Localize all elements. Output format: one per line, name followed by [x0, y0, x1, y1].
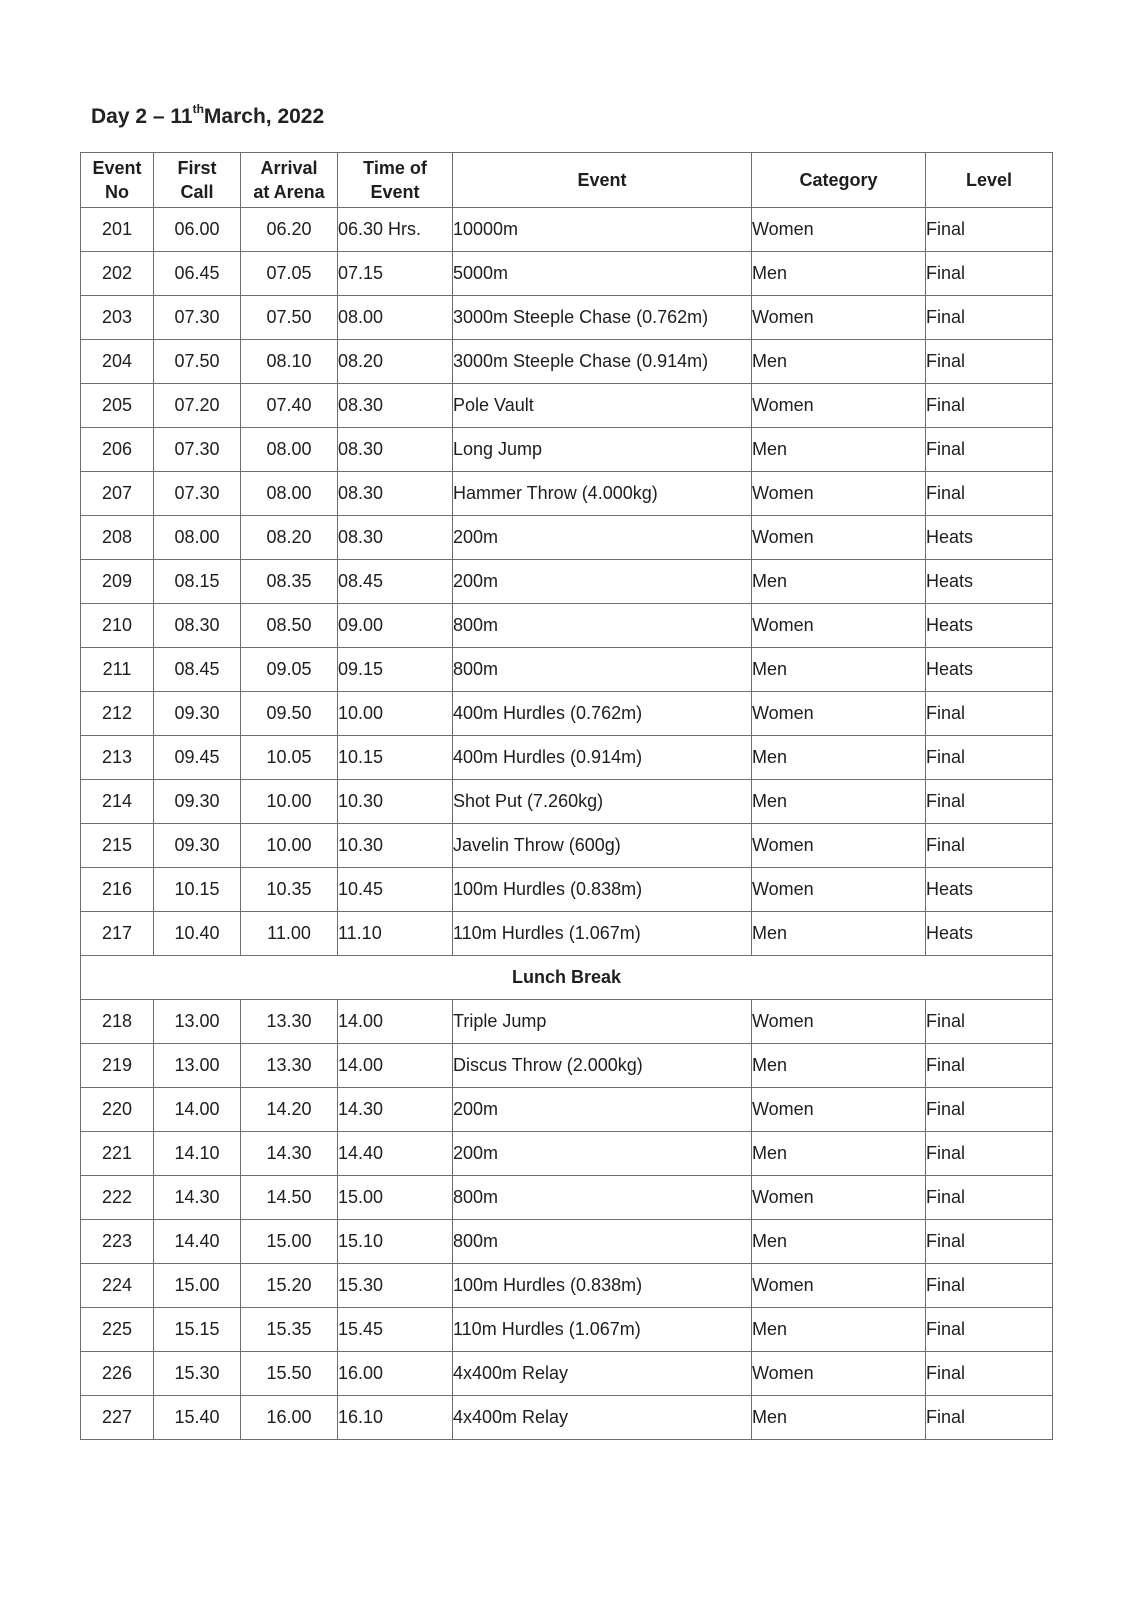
table-row: [81, 428, 1053, 472]
cell-event-no: 211: [81, 648, 154, 692]
cell-time: 08.00: [338, 296, 453, 340]
cell-arrival: 09.05: [241, 648, 338, 692]
cell-event-no: 205: [81, 384, 154, 428]
cell-category: Men: [752, 1220, 926, 1264]
cell-event-no: 204: [81, 340, 154, 384]
cell-first-call: 09.45: [154, 736, 241, 780]
table-row: [81, 1176, 1053, 1220]
cell-time: 10.30: [338, 824, 453, 868]
header-event-no: Event No: [81, 153, 154, 208]
cell-time: 15.30: [338, 1264, 453, 1308]
cell-arrival: 16.00: [241, 1396, 338, 1440]
cell-event-no: 213: [81, 736, 154, 780]
table-row: [81, 296, 1053, 340]
cell-level: Final: [926, 208, 1053, 252]
cell-event: 200m: [453, 1088, 752, 1132]
cell-first-call: 06.00: [154, 208, 241, 252]
header-event: Event: [453, 153, 752, 208]
cell-category: Men: [752, 560, 926, 604]
cell-event: 5000m: [453, 252, 752, 296]
cell-arrival: 07.50: [241, 296, 338, 340]
title-superscript: th: [192, 102, 204, 116]
cell-level: Final: [926, 1176, 1053, 1220]
table-row: [81, 1308, 1053, 1352]
cell-event-no: 206: [81, 428, 154, 472]
cell-level: Final: [926, 1000, 1053, 1044]
cell-event: 800m: [453, 1220, 752, 1264]
table-row: [81, 1220, 1053, 1264]
cell-category: Men: [752, 648, 926, 692]
cell-arrival: 13.30: [241, 1000, 338, 1044]
cell-event: Pole Vault: [453, 384, 752, 428]
cell-event-no: 212: [81, 692, 154, 736]
cell-time: 08.45: [338, 560, 453, 604]
cell-first-call: 14.10: [154, 1132, 241, 1176]
cell-time: 08.30: [338, 384, 453, 428]
cell-category: Women: [752, 692, 926, 736]
cell-first-call: 08.00: [154, 516, 241, 560]
cell-first-call: 07.30: [154, 296, 241, 340]
cell-arrival: 08.00: [241, 428, 338, 472]
cell-event-no: 208: [81, 516, 154, 560]
table-row: [81, 384, 1053, 428]
cell-category: Men: [752, 428, 926, 472]
cell-category: Men: [752, 912, 926, 956]
cell-arrival: 10.00: [241, 780, 338, 824]
cell-category: Women: [752, 824, 926, 868]
cell-category: Women: [752, 472, 926, 516]
cell-event-no: 221: [81, 1132, 154, 1176]
table-row: [81, 824, 1053, 868]
cell-first-call: 14.30: [154, 1176, 241, 1220]
cell-first-call: 06.45: [154, 252, 241, 296]
cell-time: 16.00: [338, 1352, 453, 1396]
cell-event: 200m: [453, 560, 752, 604]
cell-first-call: 15.30: [154, 1352, 241, 1396]
cell-time: 10.15: [338, 736, 453, 780]
cell-arrival: 07.05: [241, 252, 338, 296]
table-row: [81, 648, 1053, 692]
table-row: [81, 472, 1053, 516]
cell-category: Women: [752, 296, 926, 340]
cell-arrival: 07.40: [241, 384, 338, 428]
cell-level: Final: [926, 296, 1053, 340]
cell-arrival: 08.10: [241, 340, 338, 384]
cell-arrival: 14.20: [241, 1088, 338, 1132]
cell-level: Heats: [926, 648, 1053, 692]
cell-category: Women: [752, 1088, 926, 1132]
header-first-call: First Call: [154, 153, 241, 208]
cell-level: Final: [926, 428, 1053, 472]
header-row: [81, 153, 1053, 208]
cell-first-call: 08.15: [154, 560, 241, 604]
cell-arrival: 08.00: [241, 472, 338, 516]
table-row: [81, 912, 1053, 956]
cell-event: Shot Put (7.260kg): [453, 780, 752, 824]
header-arrival: Arrival at Arena: [241, 153, 338, 208]
cell-event: 200m: [453, 1132, 752, 1176]
cell-event: 3000m Steeple Chase (0.762m): [453, 296, 752, 340]
cell-level: Final: [926, 824, 1053, 868]
title-prefix: Day 2 – 11: [91, 105, 193, 128]
cell-event: 200m: [453, 516, 752, 560]
cell-first-call: 07.20: [154, 384, 241, 428]
cell-event-no: 226: [81, 1352, 154, 1396]
table-row: [81, 560, 1053, 604]
cell-level: Heats: [926, 516, 1053, 560]
cell-arrival: 13.30: [241, 1044, 338, 1088]
cell-category: Women: [752, 604, 926, 648]
cell-first-call: 09.30: [154, 780, 241, 824]
cell-level: Final: [926, 340, 1053, 384]
cell-arrival: 15.35: [241, 1308, 338, 1352]
cell-arrival: 15.50: [241, 1352, 338, 1396]
cell-event-no: 215: [81, 824, 154, 868]
cell-event: Discus Throw (2.000kg): [453, 1044, 752, 1088]
table-row: [81, 1352, 1053, 1396]
header-category: Category: [752, 153, 926, 208]
cell-event-no: 207: [81, 472, 154, 516]
cell-first-call: 08.30: [154, 604, 241, 648]
cell-event-no: 214: [81, 780, 154, 824]
cell-category: Men: [752, 780, 926, 824]
cell-arrival: 14.30: [241, 1132, 338, 1176]
cell-event: 800m: [453, 604, 752, 648]
cell-time: 08.20: [338, 340, 453, 384]
cell-event-no: 209: [81, 560, 154, 604]
cell-time: 10.30: [338, 780, 453, 824]
cell-event: 110m Hurdles (1.067m): [453, 912, 752, 956]
cell-category: Women: [752, 868, 926, 912]
cell-arrival: 08.50: [241, 604, 338, 648]
cell-event-no: 220: [81, 1088, 154, 1132]
table-row: [81, 1396, 1053, 1440]
cell-level: Final: [926, 384, 1053, 428]
cell-event-no: 217: [81, 912, 154, 956]
cell-event-no: 216: [81, 868, 154, 912]
table-row: [81, 1264, 1053, 1308]
cell-time: 15.10: [338, 1220, 453, 1264]
cell-level: Final: [926, 1132, 1053, 1176]
cell-event-no: 219: [81, 1044, 154, 1088]
cell-arrival: 08.20: [241, 516, 338, 560]
cell-time: 14.30: [338, 1088, 453, 1132]
cell-level: Final: [926, 692, 1053, 736]
table-row: [81, 604, 1053, 648]
cell-level: Final: [926, 1088, 1053, 1132]
cell-first-call: 08.45: [154, 648, 241, 692]
cell-time: 08.30: [338, 472, 453, 516]
cell-category: Men: [752, 736, 926, 780]
cell-first-call: 09.30: [154, 692, 241, 736]
cell-arrival: 15.20: [241, 1264, 338, 1308]
table-row: [81, 692, 1053, 736]
cell-event-no: 201: [81, 208, 154, 252]
cell-event: 800m: [453, 648, 752, 692]
cell-arrival: 11.00: [241, 912, 338, 956]
cell-category: Women: [752, 1000, 926, 1044]
cell-category: Women: [752, 384, 926, 428]
page-title: [91, 104, 324, 129]
cell-first-call: 09.30: [154, 824, 241, 868]
lunch-break-label: Lunch Break: [81, 956, 1053, 1000]
cell-level: Final: [926, 736, 1053, 780]
cell-time: 09.00: [338, 604, 453, 648]
table-row: [81, 208, 1053, 252]
table-row: [81, 516, 1053, 560]
table-row: [81, 1132, 1053, 1176]
table-row: [81, 780, 1053, 824]
cell-level: Final: [926, 780, 1053, 824]
cell-time: 14.00: [338, 1000, 453, 1044]
cell-event-no: 223: [81, 1220, 154, 1264]
cell-event: 400m Hurdles (0.762m): [453, 692, 752, 736]
cell-time: 11.10: [338, 912, 453, 956]
cell-level: Final: [926, 252, 1053, 296]
cell-event: 10000m: [453, 208, 752, 252]
cell-event: 3000m Steeple Chase (0.914m): [453, 340, 752, 384]
cell-time: 15.00: [338, 1176, 453, 1220]
cell-arrival: 10.05: [241, 736, 338, 780]
cell-level: Final: [926, 1352, 1053, 1396]
cell-event-no: 225: [81, 1308, 154, 1352]
cell-event: 400m Hurdles (0.914m): [453, 736, 752, 780]
cell-category: Men: [752, 1044, 926, 1088]
cell-event: 100m Hurdles (0.838m): [453, 868, 752, 912]
cell-category: Men: [752, 1132, 926, 1176]
cell-level: Final: [926, 1220, 1053, 1264]
cell-arrival: 10.35: [241, 868, 338, 912]
cell-time: 15.45: [338, 1308, 453, 1352]
cell-event-no: 210: [81, 604, 154, 648]
cell-first-call: 10.15: [154, 868, 241, 912]
cell-level: Final: [926, 1264, 1053, 1308]
cell-time: 08.30: [338, 516, 453, 560]
cell-first-call: 15.00: [154, 1264, 241, 1308]
cell-event: 4x400m Relay: [453, 1352, 752, 1396]
cell-first-call: 13.00: [154, 1044, 241, 1088]
cell-arrival: 08.35: [241, 560, 338, 604]
cell-arrival: 09.50: [241, 692, 338, 736]
cell-category: Women: [752, 516, 926, 560]
cell-arrival: 06.20: [241, 208, 338, 252]
table-row: [81, 1088, 1053, 1132]
cell-event-no: 203: [81, 296, 154, 340]
cell-event: 800m: [453, 1176, 752, 1220]
cell-first-call: 14.00: [154, 1088, 241, 1132]
cell-event-no: 224: [81, 1264, 154, 1308]
cell-category: Men: [752, 1308, 926, 1352]
cell-category: Men: [752, 340, 926, 384]
cell-event: Hammer Throw (4.000kg): [453, 472, 752, 516]
cell-arrival: 14.50: [241, 1176, 338, 1220]
cell-arrival: 15.00: [241, 1220, 338, 1264]
table-row: [81, 1044, 1053, 1088]
table-row: [81, 1000, 1053, 1044]
cell-arrival: 10.00: [241, 824, 338, 868]
cell-event: Long Jump: [453, 428, 752, 472]
cell-category: Women: [752, 1264, 926, 1308]
cell-event: 4x400m Relay: [453, 1396, 752, 1440]
cell-level: Final: [926, 1044, 1053, 1088]
cell-level: Final: [926, 1396, 1053, 1440]
cell-category: Women: [752, 1176, 926, 1220]
cell-first-call: 13.00: [154, 1000, 241, 1044]
cell-level: Final: [926, 472, 1053, 516]
cell-event: 110m Hurdles (1.067m): [453, 1308, 752, 1352]
cell-time: 08.30: [338, 428, 453, 472]
cell-first-call: 15.40: [154, 1396, 241, 1440]
cell-category: Women: [752, 208, 926, 252]
cell-level: Heats: [926, 560, 1053, 604]
cell-time: 16.10: [338, 1396, 453, 1440]
table-row: [81, 736, 1053, 780]
cell-event-no: 222: [81, 1176, 154, 1220]
cell-event: Triple Jump: [453, 1000, 752, 1044]
cell-level: Final: [926, 1308, 1053, 1352]
cell-time: 06.30 Hrs.: [338, 208, 453, 252]
cell-first-call: 07.30: [154, 472, 241, 516]
cell-time: 14.00: [338, 1044, 453, 1088]
table-row: [81, 252, 1053, 296]
cell-first-call: 07.30: [154, 428, 241, 472]
cell-level: Heats: [926, 868, 1053, 912]
cell-event: 100m Hurdles (0.838m): [453, 1264, 752, 1308]
cell-category: Men: [752, 252, 926, 296]
cell-category: Men: [752, 1396, 926, 1440]
header-time: Time of Event: [338, 153, 453, 208]
schedule-table: [80, 152, 1053, 1440]
cell-event-no: 227: [81, 1396, 154, 1440]
table-row: [81, 868, 1053, 912]
cell-level: Heats: [926, 912, 1053, 956]
cell-first-call: 10.40: [154, 912, 241, 956]
cell-first-call: 07.50: [154, 340, 241, 384]
lunch-break-row: [81, 956, 1053, 1000]
cell-first-call: 14.40: [154, 1220, 241, 1264]
cell-time: 09.15: [338, 648, 453, 692]
cell-time: 07.15: [338, 252, 453, 296]
cell-level: Heats: [926, 604, 1053, 648]
cell-time: 10.00: [338, 692, 453, 736]
cell-event-no: 218: [81, 1000, 154, 1044]
cell-event-no: 202: [81, 252, 154, 296]
header-level: Level: [926, 153, 1053, 208]
cell-time: 14.40: [338, 1132, 453, 1176]
cell-category: Women: [752, 1352, 926, 1396]
table-row: [81, 340, 1053, 384]
cell-event: Javelin Throw (600g): [453, 824, 752, 868]
cell-first-call: 15.15: [154, 1308, 241, 1352]
cell-time: 10.45: [338, 868, 453, 912]
title-suffix: March, 2022: [203, 105, 325, 128]
